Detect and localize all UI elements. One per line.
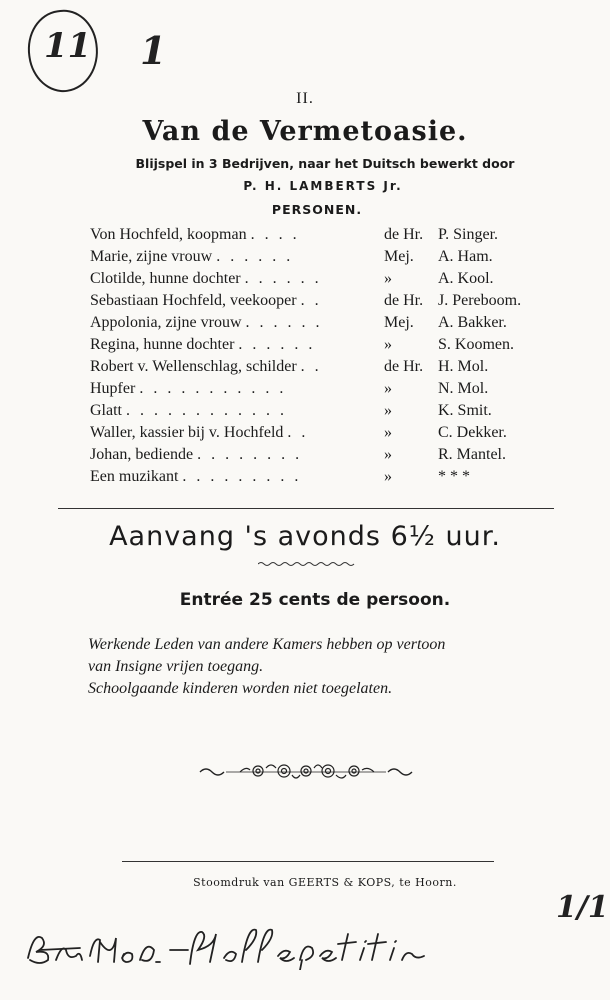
cast-title: » (384, 380, 392, 397)
cast-role: Een muzikant (90, 468, 179, 485)
cast-actor: N. Mol. (438, 380, 489, 397)
cast-role: Glatt (90, 402, 122, 419)
leader-dots: . . . . . . . . . . . (139, 380, 287, 397)
leader-dots: . . . . . . . . . (182, 468, 302, 485)
divider-rule (58, 508, 554, 509)
cast-actor: P. Singer. (438, 226, 499, 243)
play-title: Van de Vermetoasie. (142, 116, 468, 147)
leader-dots: . . . . . . (244, 270, 322, 287)
cast-role: Appolonia, zijne vrouw (90, 314, 242, 331)
wavy-underline (258, 561, 356, 567)
cast-list (90, 224, 550, 488)
cast-row (90, 444, 550, 466)
floral-ornament (196, 760, 416, 784)
cast-title: » (384, 424, 392, 441)
entrance-price: Entrée 25 cents de persoon. (179, 590, 451, 610)
cast-heading: PERSONEN. (271, 202, 363, 217)
act-number: II. (296, 90, 314, 107)
cast-actor: * * * (438, 468, 470, 485)
leader-dots: . . . . (250, 226, 300, 243)
cast-title: » (384, 446, 392, 463)
cast-row (90, 466, 550, 488)
cast-role: Waller, kassier bij v. Hochfeld (90, 424, 284, 441)
leader-dots: . . (300, 292, 322, 309)
cast-title: » (384, 468, 392, 485)
cast-row (90, 312, 550, 334)
cast-row (90, 422, 550, 444)
cast-title: Mej. (384, 314, 414, 331)
cast-row (90, 268, 550, 290)
handwritten-number: 1 (140, 28, 167, 73)
cast-title: de Hr. (384, 226, 424, 243)
cast-row (90, 356, 550, 378)
leader-dots: . . (300, 358, 322, 375)
leader-dots: . . . . . . (245, 314, 323, 331)
cast-row (90, 246, 550, 268)
leader-dots: . . . . . . (238, 336, 316, 353)
cast-actor: R. Mantel. (438, 446, 506, 463)
cast-row (90, 400, 550, 422)
leader-dots: . . (287, 424, 309, 441)
cast-role: Von Hochfeld, koopman (90, 226, 247, 243)
cast-role: Johan, bediende (90, 446, 194, 463)
leader-dots: . . . . . . . . . . . . (126, 402, 287, 419)
note-line: Schoolgaande kinderen worden niet toegelaten. (88, 680, 393, 697)
cast-actor: S. Koomen. (438, 336, 514, 353)
play-author: P. H. LAMBERTS Jr. (243, 179, 403, 193)
leader-dots: . . . . . . (216, 248, 294, 265)
cast-title: Mej. (384, 248, 414, 265)
cast-role: Sebastiaan Hochfeld, veekooper (90, 292, 297, 309)
cast-actor: H. Mol. (438, 358, 489, 375)
leader-dots: . . . . . . . . (197, 446, 303, 463)
cast-actor: J. Pereboom. (438, 292, 522, 309)
cast-row (90, 334, 550, 356)
cast-role: Hupfer (90, 380, 136, 397)
cast-title: » (384, 270, 392, 287)
play-subtitle: Blijspel in 3 Bedrijven, naar het Duitsch bewerkt door (135, 156, 515, 171)
cast-row (90, 378, 550, 400)
note-line: van Insigne vrijen toegang. (88, 658, 264, 675)
cast-title: de Hr. (384, 292, 424, 309)
cast-actor: A. Kool. (438, 270, 494, 287)
cast-role: Clotilde, hunne dochter (90, 270, 241, 287)
cast-role: Regina, hunne dochter (90, 336, 235, 353)
cast-actor: A. Ham. (438, 248, 493, 265)
printer-credit: Stoomdruk van GEERTS & KOPS, te Hoorn. (193, 876, 457, 889)
divider-rule (122, 861, 494, 862)
handwritten-bottom-number: 1/1 (556, 890, 609, 925)
notes (88, 634, 568, 700)
cast-actor: A. Bakker. (438, 314, 507, 331)
cast-role: Robert v. Wellenschlag, schilder (90, 358, 297, 375)
cast-row (90, 224, 550, 246)
handwritten-signature (20, 920, 450, 970)
cast-title: » (384, 402, 392, 419)
cast-title: » (384, 336, 392, 353)
cast-row (90, 290, 550, 312)
cast-role: Marie, zijne vrouw (90, 248, 213, 265)
start-time: Aanvang 's avonds 6½ uur. (109, 521, 501, 552)
note-line: Werkende Leden van andere Kamers hebben op vertoon (88, 636, 446, 653)
cast-actor: C. Dekker. (438, 424, 507, 441)
handwritten-circled-number: 11 (44, 26, 92, 66)
cast-title: de Hr. (384, 358, 424, 375)
cast-actor: K. Smit. (438, 402, 492, 419)
